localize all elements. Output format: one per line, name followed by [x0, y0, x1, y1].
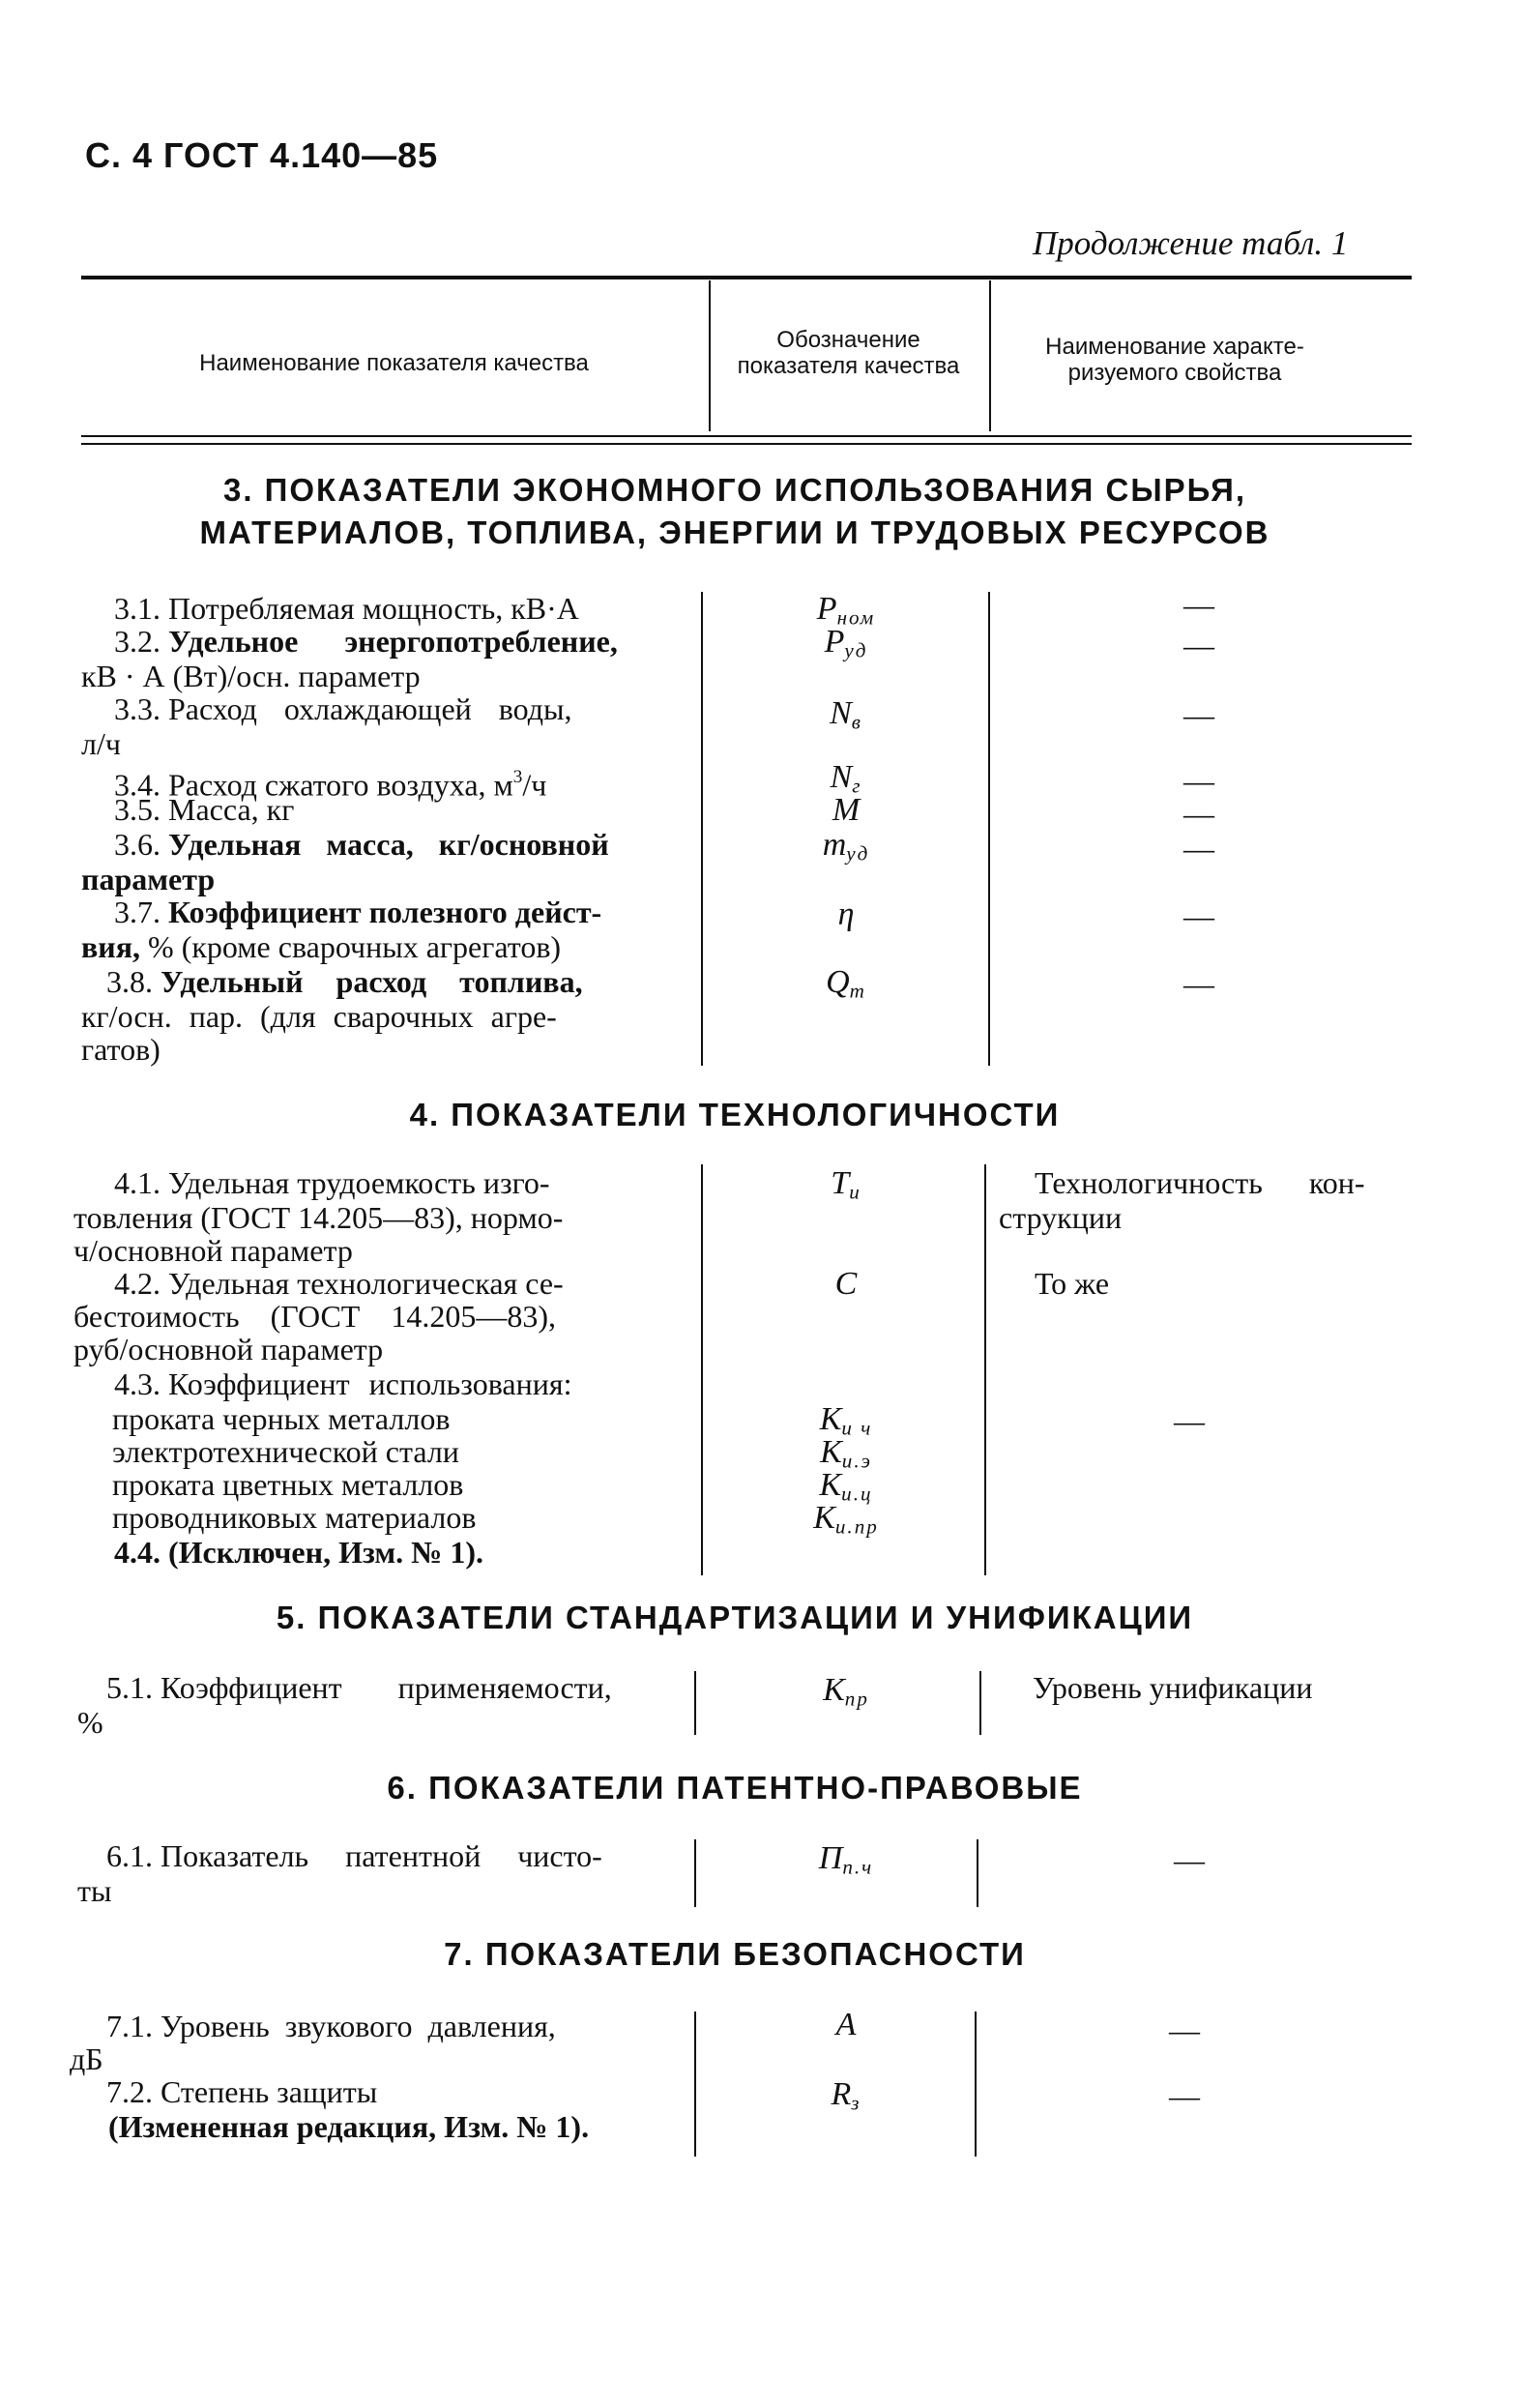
- section-4-divider-1: [701, 1164, 703, 1575]
- row-number: 3.1.: [114, 591, 161, 626]
- row-label-continuation: ч/основной параметр: [73, 1233, 353, 1268]
- table-row: [114, 896, 601, 929]
- row-label-continuation: кВ · А (Вт)/осн. параметр: [81, 659, 421, 693]
- row-label: Удельная технологическая се-: [168, 1266, 564, 1301]
- row-number: 3.5.: [114, 792, 161, 827]
- row-number: 6.1.: [106, 1838, 153, 1873]
- symbol-q-t: $Q_т$: [826, 964, 866, 1003]
- row-label-continuation: ты: [77, 1873, 112, 1908]
- property-dash: —: [1174, 1842, 1205, 1877]
- symbol-m-ud: $m_{уд}$: [822, 827, 870, 866]
- symbol-a: A: [835, 2007, 857, 2042]
- row-label: Расход охлаждающей воды,: [168, 691, 572, 726]
- row-label: (Исключен, Изм. № 1).: [168, 1535, 483, 1570]
- property-dash: —: [1174, 1403, 1205, 1438]
- row-label-continuation: гатов): [81, 1032, 161, 1067]
- column-header-property: Наименование характеризуемого свойства: [1045, 334, 1304, 386]
- row-label-continuation: кг/осн. пар. (для сварочных агре-: [81, 999, 557, 1034]
- section-7-title: 7. ПОКАЗАТЕЛИ БЕЗОПАСНОСТИ: [444, 1936, 1026, 1972]
- column-header-name: Наименование показателя качества: [199, 350, 589, 376]
- section-3-divider-2: [988, 592, 990, 1066]
- property-dash: —: [1183, 628, 1214, 662]
- property-text: Уровень унификации: [1033, 1670, 1313, 1705]
- row-number: 5.1.: [106, 1670, 153, 1705]
- row-label-continuation: руб/основной параметр: [73, 1332, 384, 1366]
- row-label: Удельный расход топлива,: [161, 964, 583, 999]
- row-label: Удельное энергопотребление,: [168, 624, 618, 659]
- property-text: Технологичность кон-: [1035, 1165, 1365, 1200]
- symbol-n-g: $N_г$: [830, 759, 862, 798]
- section-5-title: 5. ПОКАЗАТЕЛИ СТАНДАРТИЗАЦИИ И УНИФИКАЦИИ: [276, 1600, 1194, 1635]
- row-label-continuation: л/ч: [81, 726, 121, 761]
- table-row: [114, 625, 618, 659]
- row-label-continuation: бестоимость (ГОСТ 14.205—83),: [73, 1299, 556, 1334]
- symbol-c: C: [834, 1266, 858, 1302]
- section-6-title: 6. ПОКАЗАТЕЛИ ПАТЕНТНО-ПРАВОВЫЕ: [387, 1770, 1083, 1806]
- header-divider-2: [989, 280, 991, 431]
- row-number: 3.7.: [114, 895, 161, 929]
- row-number: 4.1.: [114, 1165, 161, 1200]
- header-bottom-rule-1: [81, 435, 1412, 437]
- row-label-continuation: (Измененная редакция, Изм. № 1).: [108, 2109, 590, 2144]
- table-row: [106, 2010, 556, 2043]
- property-text: То же: [1035, 1266, 1110, 1301]
- row-number: 4.4.: [114, 1535, 161, 1570]
- symbol-p-pch: $П_{п.ч}$: [818, 1840, 874, 1879]
- section-4-title: 4. ПОКАЗАТЕЛИ ТЕХНОЛОГИЧНОСТИ: [409, 1097, 1061, 1132]
- section-3-divider-1: [701, 592, 703, 1066]
- symbol-r-z: $R_з$: [831, 2076, 861, 2115]
- symbol-p-ud: $P_{уд}$: [824, 624, 868, 662]
- section-6-divider-2: [977, 1839, 978, 1907]
- symbol-m: M: [832, 792, 861, 828]
- table-row: [106, 1839, 602, 1873]
- symbol-k-its: $K_{и.ц}$: [819, 1467, 873, 1506]
- row-label: Степень защиты: [161, 2074, 378, 2109]
- list-item: проводниковых материалов: [112, 1500, 477, 1535]
- row-label: Уровень звукового давления,: [161, 2009, 556, 2043]
- row-label: Показатель патентной чисто-: [161, 1838, 602, 1873]
- row-label: Коэффициент использования:: [168, 1366, 572, 1401]
- symbol-p-nom: $P_{ном}$: [816, 591, 876, 630]
- property-dash: —: [1183, 587, 1214, 622]
- property-dash: —: [1169, 2078, 1200, 2113]
- list-item: проката черных металлов: [112, 1401, 451, 1436]
- section-4-divider-2: [984, 1164, 986, 1575]
- table-row: [114, 828, 609, 862]
- symbol-k-ie: $K_{и.э}$: [820, 1434, 872, 1473]
- table-row: [106, 965, 583, 999]
- table-top-rule: [81, 276, 1412, 279]
- property-text-continuation: струкции: [999, 1200, 1123, 1235]
- property-dash: —: [1183, 763, 1214, 798]
- symbol-n-v: $N_в$: [830, 695, 862, 734]
- property-dash: —: [1183, 966, 1214, 1001]
- symbol-k-ipr: $K_{и.пр}$: [813, 1500, 879, 1539]
- row-label-continuation: товления (ГОСТ 14.205—83), нормо-: [73, 1200, 564, 1235]
- symbol-k-pr: $K_{пр}$: [823, 1672, 869, 1711]
- table-row: [106, 1671, 612, 1705]
- table-row: 3.4. Расход сжатого воздуха, $м^3/ч$: [114, 767, 547, 803]
- row-number: 3.8.: [106, 964, 153, 999]
- table-row: [114, 592, 579, 626]
- header-divider-1: [709, 280, 711, 431]
- list-item: электротехнической стали: [112, 1434, 459, 1469]
- row-number: 3.3.: [114, 691, 161, 726]
- section-3-title-line1: 3. ПОКАЗАТЕЛИ ЭКОНОМНОГО ИСПОЛЬЗОВАНИЯ СЫРЬЯ,: [222, 472, 1247, 508]
- section-6-divider-1: [694, 1839, 696, 1907]
- section-7-divider-1: [694, 2012, 696, 2157]
- row-label-continuation: параметр: [81, 862, 216, 896]
- symbol-eta: η: [837, 896, 855, 932]
- property-dash: —: [1183, 898, 1214, 933]
- row-number: 3.4.: [114, 767, 161, 803]
- section-5-divider-2: [979, 1671, 981, 1735]
- table-row: [114, 1536, 483, 1570]
- property-dash: —: [1183, 831, 1214, 866]
- page-header: С. 4 ГОСТ 4.140—85: [85, 135, 439, 175]
- table-row: [114, 793, 294, 827]
- row-number: 4.3.: [114, 1366, 161, 1401]
- header-bottom-rule-2: [81, 443, 1412, 445]
- symbol-t-i: $T_и$: [831, 1165, 861, 1204]
- row-label-continuation: дБ: [70, 2041, 103, 2076]
- section-5-divider-1: [694, 1671, 696, 1735]
- row-number: 4.2.: [114, 1266, 161, 1301]
- section-3-title-line2: МАТЕРИАЛОВ, ТОПЛИВА, ЭНЕРГИИ И ТРУДОВЫХ РЕСУРСОВ: [199, 514, 1270, 550]
- property-dash: —: [1169, 2012, 1200, 2047]
- continuation-label: Продолжение табл. 1: [1033, 224, 1349, 262]
- row-label-continuation: вия, % (кроме сварочных агрегатов): [81, 929, 562, 964]
- row-label-continuation: %: [77, 1705, 103, 1740]
- table-row: [106, 2075, 377, 2109]
- row-label: Коэффициент применяемости,: [161, 1670, 612, 1705]
- row-label: Удельная трудоемкость изго-: [168, 1165, 550, 1200]
- table-row: [114, 1166, 550, 1200]
- property-dash: —: [1183, 697, 1214, 732]
- row-label: Масса, кг: [168, 792, 295, 827]
- row-number: 3.6.: [114, 827, 161, 862]
- row-label: Расход сжатого воздуха, м: [168, 767, 513, 803]
- table-row: [114, 692, 572, 726]
- section-7-divider-2: [975, 2012, 977, 2157]
- row-label: Потребляемая мощность, кВ·А: [168, 591, 579, 626]
- row-number: 3.2.: [114, 624, 161, 659]
- property-dash: —: [1183, 796, 1214, 831]
- row-number: 7.2.: [106, 2074, 153, 2109]
- symbol-k-ich: $K_{и ч}$: [819, 1401, 873, 1440]
- table-row: [114, 1267, 564, 1301]
- row-label: Коэффициент полезного дейст-: [168, 895, 602, 929]
- table-row: [114, 1367, 571, 1401]
- row-label: Удельная масса, кг/основной: [168, 827, 609, 862]
- row-number: 7.1.: [106, 2009, 153, 2043]
- list-item: проката цветных металлов: [112, 1467, 464, 1502]
- column-header-symbol: Обозначение показателя качества: [737, 327, 960, 379]
